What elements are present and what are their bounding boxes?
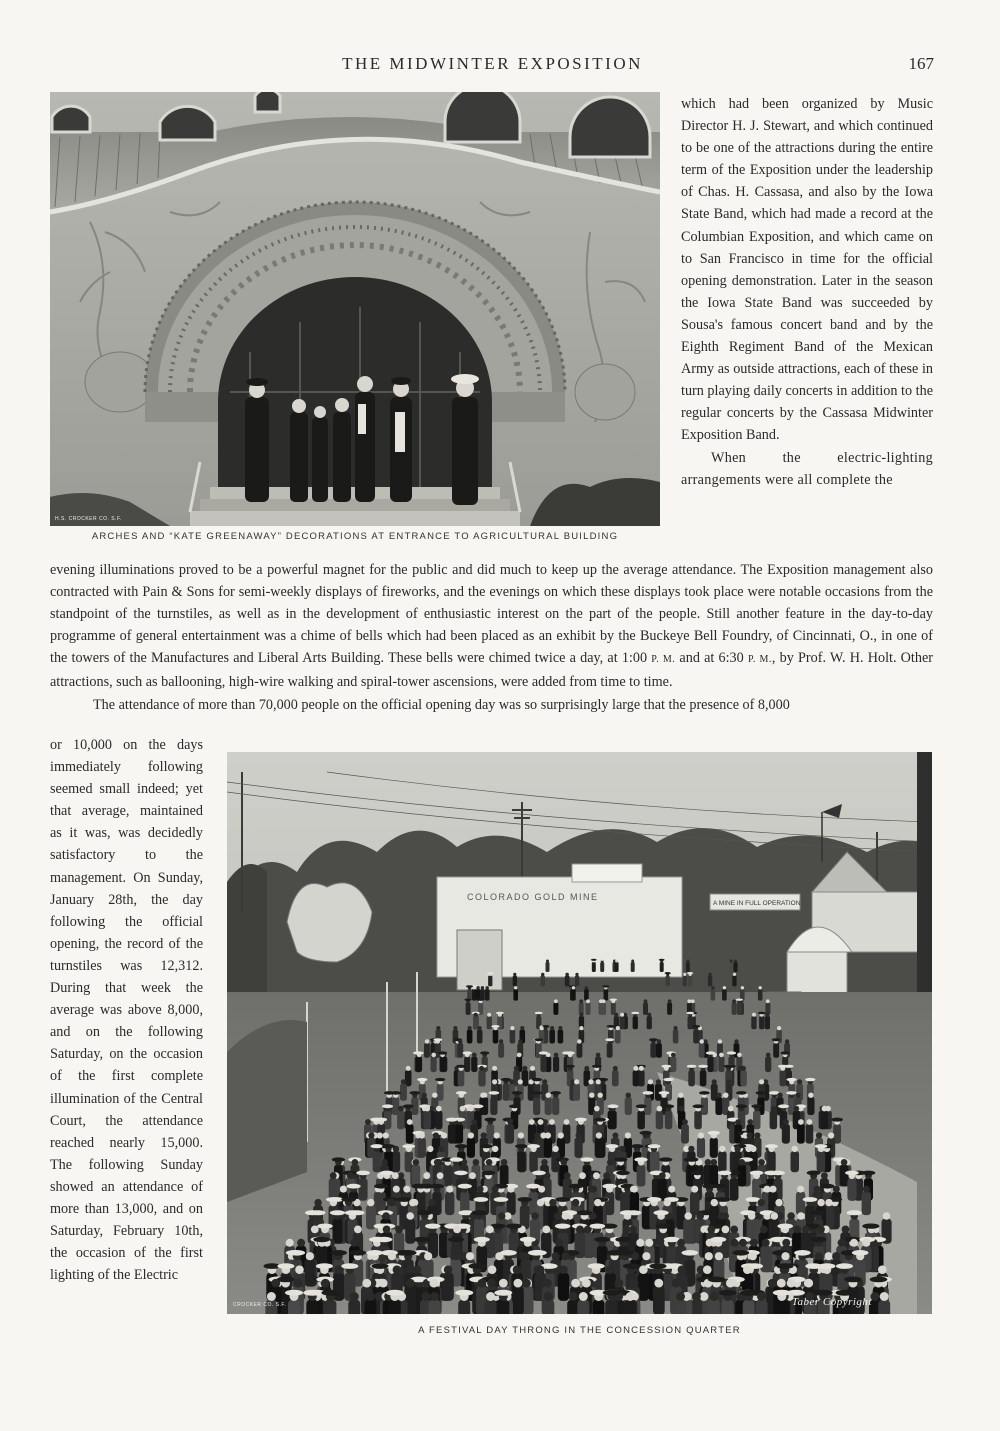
paragraph-bands: which had been organized by Music Director H. J. Stewart, and which continued to be one of the attractions during the entire term of the Exposition under the leadership of Chas. H. Cassasa, and also by the Iowa State Band, which had made a record at the Columbian Exposition, and which came on to San Francisco in time for the official opening demonstration. Later in the season the Iowa State Band was succeeded by Sousa's famous concert band and by the Eighth Regiment Band of the Mexican Army as outside attractions, each of these in turn playing daily concerts in addition to the regular concerts by the Cassasa Midwinter Exposition Band. [681, 96, 933, 444]
photo-agricultural-illustration [50, 92, 660, 526]
full-width-text [50, 559, 933, 716]
engraver-credit-2: CROCKER CO. S.F. [233, 1302, 287, 1308]
sign-mine-operation: A MINE IN FULL OPERATION [713, 900, 801, 907]
caption-figure1: ARCHES AND “KATE GREENAWAY” DECORATIONS AT ENTRANCE TO AGRICULTURAL BUILDING [91, 531, 619, 542]
running-title: THE MIDWINTER EXPOSITION [342, 54, 643, 73]
time-pm-2: P. M. [747, 654, 772, 666]
paragraph-attendance-start: The attendance of more than 70,000 people on the official opening day was so surprisingly large that the presence of 8,000 [93, 696, 790, 713]
photo-agricultural-building-entrance [50, 92, 660, 526]
caption-figure2: A FESTIVAL DAY THRONG IN THE CONCESSION QUARTER [418, 1325, 741, 1336]
crowd-figures [264, 959, 892, 1314]
sign-colorado-gold-mine: COLORADO GOLD MINE [467, 892, 599, 902]
crowd-illustration [227, 752, 932, 1314]
right-column-text [681, 93, 933, 491]
lighting-text-b: , by Prof. W. H. Holt. Other attractions, such as ballooning, high-wire walking and spiral-tower ascensions, were added from time to time. [50, 650, 933, 691]
left-column-text [50, 734, 203, 1286]
engraver-credit-1: H.S. CROCKER CO. S.F. [55, 516, 122, 522]
running-head [0, 54, 1000, 76]
time-pm-1: P. M. [651, 654, 676, 666]
lighting-text-a: evening illuminations proved to be a powerful magnet for the public and did much to keep up the average attendance. The Exposition management also contracted with Pain & Sons for semi-weekly displays of fireworks, and the evenings on which these displays took place were notable occasions from the standpoint of the turnstiles, as well as in the development of enthusiastic interest on the part of the people. Still another feature in the day-to-day programme of general entertainment was a chime of bells which had been placed as an exhibit by the Buckeye Bell Foundry, of Cincinnati, O., in one of the towers of the Manufactures and Liberal Arts Building. These bells were chimed twice a day, at 1:00 [50, 562, 933, 667]
photo-festival-throng [227, 752, 932, 1314]
page-number: 167 [908, 54, 934, 73]
photographer-credit: Taber Copyright [791, 1296, 872, 1308]
and-at-text: and at 6:30 [679, 650, 744, 667]
paragraph-lighting-continued [50, 559, 933, 694]
paragraph-lighting-start: When the electric-lighting arrangements were all complete the [681, 449, 933, 488]
paragraph-attendance-continued: or 10,000 on the days immediately following seemed small indeed; yet that average, maintained as it was, was decidedly satisfactory to the management. On Sunday, January 28th, the day following the official opening, the record of the turnstiles was 12,312. During that week the average was above 8,000, and on the following Saturday, on the occasion of the first complete illumination of the Central Court, the attendance reached nearly 15,000. The following Sunday showed an attendance of more than 13,000, and on Saturday, February 10th, the occasion of the first lighting of the Electric [50, 737, 203, 1284]
